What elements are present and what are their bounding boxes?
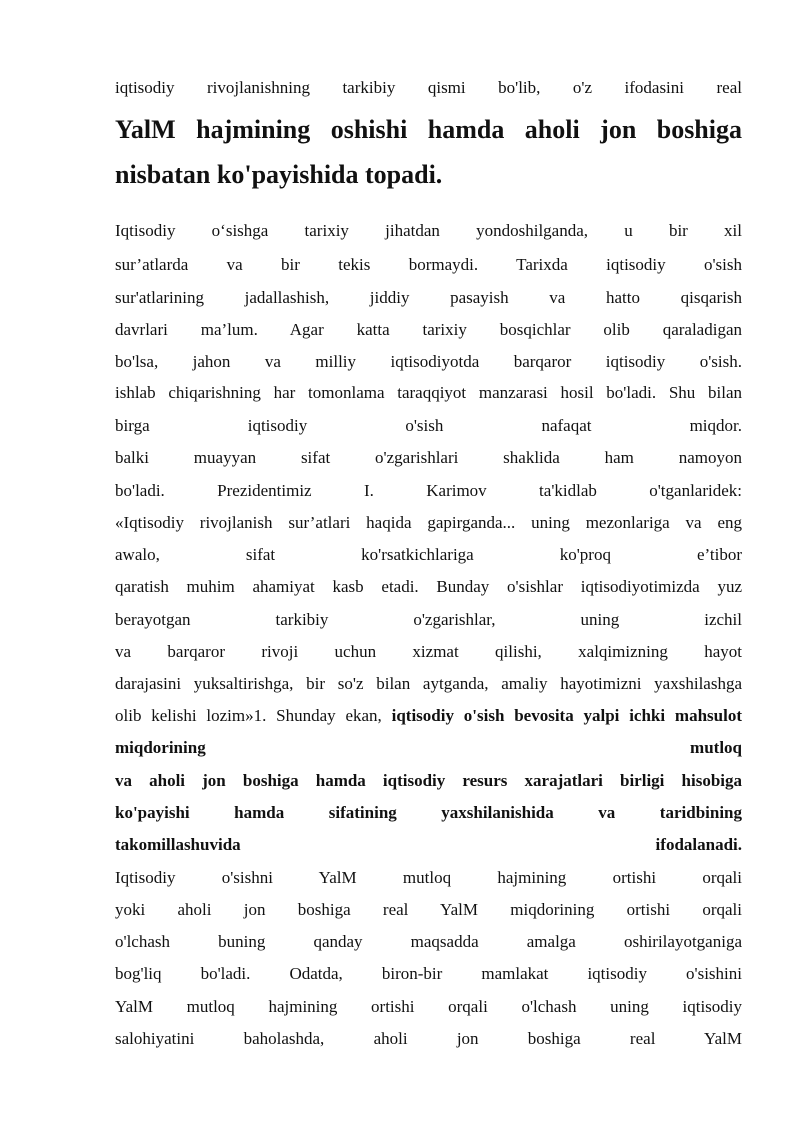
tail-line: o'lchash buning qanday maqsadda amalga oshirilayotganiga <box>115 932 742 951</box>
body-line: awalo, sifat ko'rsatkichlariga ko'proq e’tibor <box>115 545 742 564</box>
body-line: berayotgan tarkibiy o'zgarishlar, uning izchil <box>115 610 742 629</box>
heading-line-2: nisbatan ko'payishida topadi. <box>115 160 443 189</box>
body-line: bo'ladi. Prezidentimiz I. Karimov ta'kidlab o'tganlaridek: <box>115 481 742 500</box>
mixed-line-bold-text: iqtisodiy o'sish bevosita yalpi ichki mahsulot <box>391 706 742 725</box>
body-line: Iqtisodiy o‘sishga tarixiy jihatdan yondoshilganda, u bir xil <box>115 221 742 240</box>
body-line: qaratish muhim ahamiyat kasb etadi. Bunday o'sishlar iqtisodiyotimizda yuz <box>115 577 742 596</box>
body-line: va barqaror rivoji uchun xizmat qilishi, xalqimizning hayot <box>115 642 742 661</box>
bold-line: ko'payishi hamda sifatining yaxshilanishida va taridbining <box>115 803 742 822</box>
mixed-line <box>115 704 742 728</box>
body-line: sur’atlarda va bir tekis bormaydi. Tarixda iqtisodiy o'sish <box>115 255 742 274</box>
intro-text-line: iqtisodiy rivojlanishning tarkibiy qismi bo'lib, o'z ifodasini real <box>115 78 742 97</box>
body-line: sur'atlarining jadallashish, jiddiy pasayish va hatto qisqarish <box>115 288 742 307</box>
tail-line: bog'liq bo'ladi. Odatda, biron-bir mamlakat iqtisodiy o'sishini <box>115 964 742 983</box>
mixed-line-normal-text: olib kelishi lozim»1. Shunday ekan, <box>115 706 392 725</box>
tail-line: YalM mutloq hajmining ortishi orqali o'lchash uning iqtisodiy <box>115 997 742 1016</box>
body-line: balki muayyan sifat o'zgarishlari shaklida ham namoyon <box>115 448 742 467</box>
body-line: birga iqtisodiy o'sish nafaqat miqdor. <box>115 416 742 435</box>
tail-line: Iqtisodiy o'sishni YalM mutloq hajmining ortishi orqali <box>115 868 742 887</box>
bold-line: miqdorining mutloq <box>115 738 742 757</box>
body-line: ishlab chiqarishning har tomonlama taraqqiyot manzarasi hosil bo'ladi. Shu bilan <box>115 383 742 402</box>
heading-line-1: YalM hajmining oshishi hamda aholi jon boshiga <box>115 115 742 144</box>
tail-line: salohiyatini baholashda, aholi jon boshiga real YalM <box>115 1029 742 1048</box>
body-line: davrlari ma’lum. Agar katta tarixiy bosqichlar olib qaraladigan <box>115 320 742 339</box>
body-line: bo'lsa, jahon va milliy iqtisodiyotda barqaror iqtisodiy o'sish. <box>115 352 742 371</box>
bold-line: takomillashuvida ifodalanadi. <box>115 835 742 854</box>
body-line: darajasini yuksaltirishga, bir so'z bilan aytganda, amaliy hayotimizni yaxshilashga <box>115 674 742 693</box>
tail-line: yoki aholi jon boshiga real YalM miqdorining ortishi orqali <box>115 900 742 919</box>
bold-line: va aholi jon boshiga hamda iqtisodiy resurs xarajatlari birligi hisobiga <box>115 771 742 790</box>
body-line: «Iqtisodiy rivojlanish sur’atlari haqida gapirganda... uning mezonlariga va eng <box>115 513 742 532</box>
